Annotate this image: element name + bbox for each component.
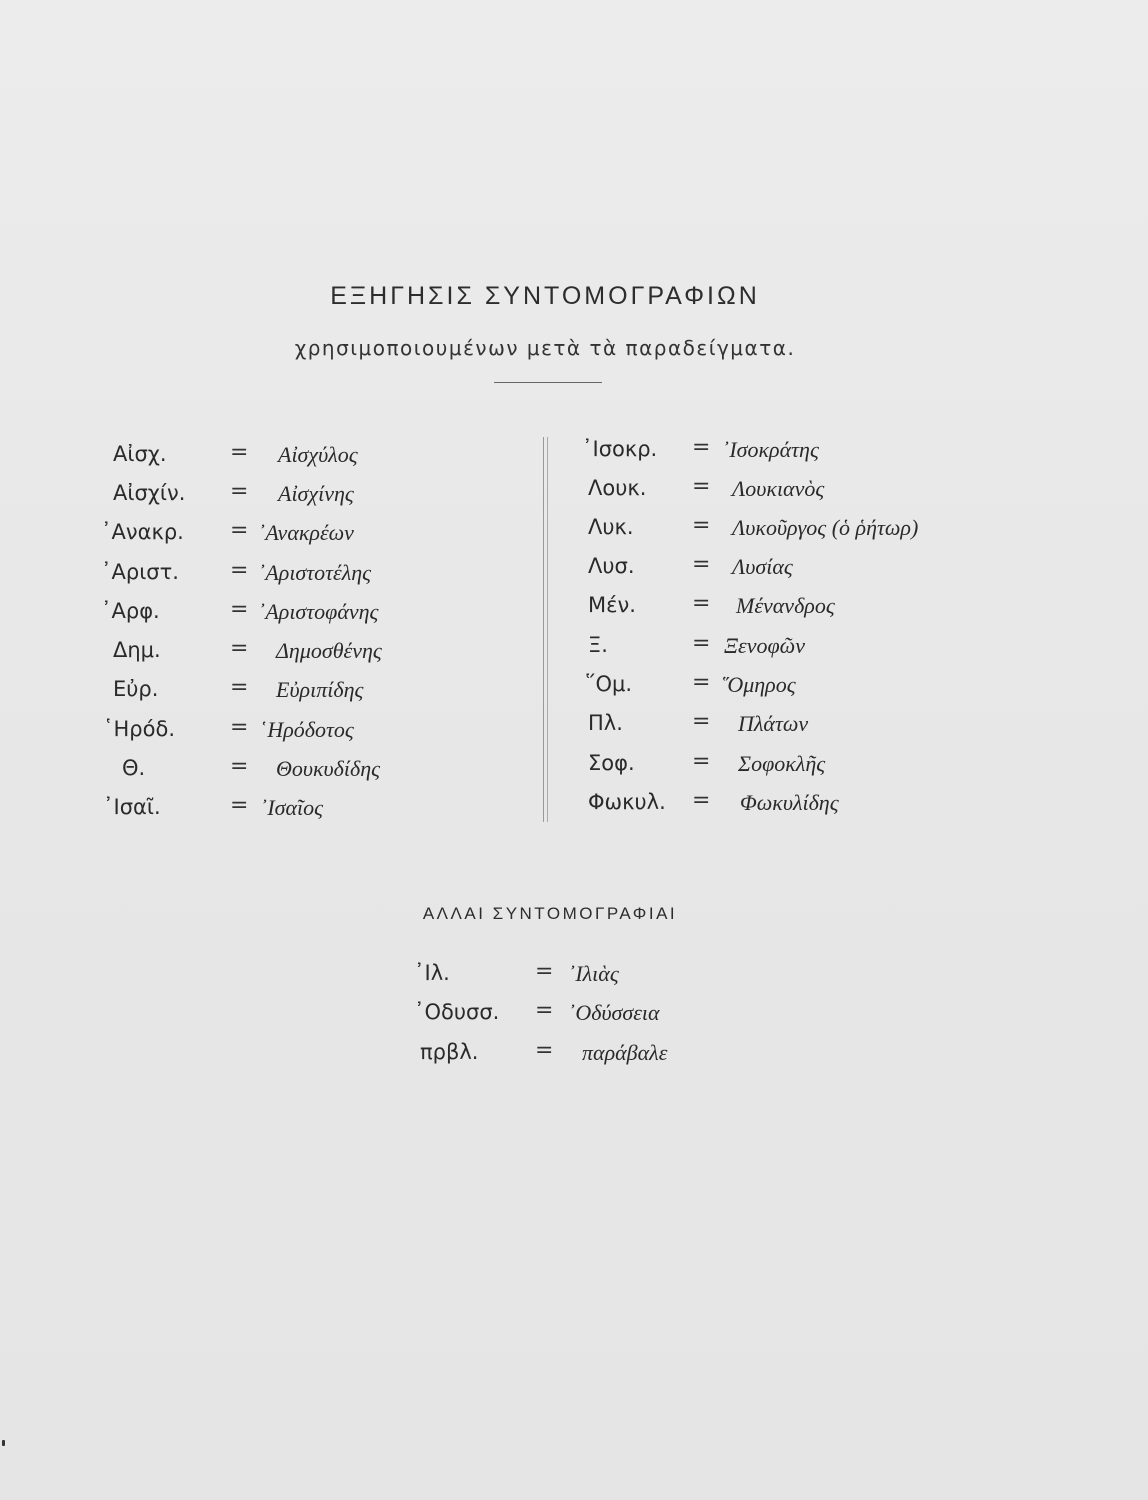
full-name: Φωκυλίδης (740, 790, 839, 815)
equals-sign: = (230, 597, 249, 622)
abbreviation: ῾Ηρόδ. (103, 717, 175, 741)
abbreviation: ᾿Ισοκρ. (582, 437, 658, 461)
full-name: Σοφοκλῆς (738, 751, 826, 776)
column-divider (543, 437, 548, 822)
scan-edge-mark (2, 1440, 5, 1446)
full-name: ᾿Ανακρέων (258, 520, 354, 545)
abbreviation: Εὐρ. (113, 677, 159, 701)
equals-sign: = (535, 998, 554, 1023)
abbreviation: Φωκυλ. (588, 790, 666, 814)
section-title: ΑΛΛΑΙ ΣΥΝΤΟΜΟΓΡΑΦΙΑΙ (422, 904, 678, 923)
full-name: ᾿Αριστοφάνης (258, 599, 379, 624)
abbreviation: Αἰσχ. (113, 442, 167, 466)
full-name: Θουκυδίδης (276, 756, 381, 781)
abbreviation: Λυκ. (588, 515, 634, 539)
equals-sign: = (230, 558, 249, 583)
equals-sign: = (692, 513, 711, 538)
abbreviation: Ξ. (588, 633, 608, 657)
full-name: ᾿Ισοκράτης (722, 437, 819, 462)
full-name: Αἰσχίνης (278, 481, 354, 506)
equals-sign: = (692, 435, 711, 460)
full-name: ῾Ηρόδοτος (260, 717, 354, 742)
equals-sign: = (535, 1038, 554, 1063)
abbreviation: ᾿Ιλ. (414, 961, 450, 985)
full-name: ᾿Ισαῖος (260, 795, 324, 820)
equals-sign: = (230, 518, 249, 543)
full-name: Λουκιανὸς (732, 476, 825, 501)
title-divider (494, 382, 602, 383)
equals-sign: = (692, 788, 711, 813)
equals-sign: = (692, 474, 711, 499)
full-name: ᾿Οδύσσεια (568, 1000, 660, 1025)
equals-sign: = (692, 709, 711, 734)
full-name: Εὐριπίδης (276, 677, 364, 702)
equals-sign: = (230, 754, 249, 779)
abbreviation: Πλ. (588, 711, 623, 735)
equals-sign: = (230, 793, 249, 818)
full-name: Ξενοφῶν (724, 633, 805, 658)
full-name: ᾿Αριστοτέλης (258, 560, 372, 585)
abbreviation: ᾿Ανακρ. (101, 520, 184, 544)
abbreviation: ᾿Αριστ. (101, 560, 179, 584)
abbreviation: ᾿Οδυσσ. (414, 1000, 500, 1024)
full-name: παράβαλε (582, 1040, 668, 1065)
equals-sign: = (230, 479, 249, 504)
full-name: Λυκοῦργος (ὁ ῥήτωρ) (732, 515, 919, 540)
abbreviation: ᾿Αρφ. (101, 599, 160, 623)
page-subtitle: χρησιμοποιουμένων μετὰ τὰ παραδείγματα. (294, 336, 796, 360)
abbreviation: Δημ. (113, 638, 161, 662)
full-name: Αἰσχύλος (278, 442, 358, 467)
equals-sign: = (230, 675, 249, 700)
full-name: Μένανδρος (736, 593, 835, 618)
equals-sign: = (230, 715, 249, 740)
equals-sign: = (692, 631, 711, 656)
equals-sign: = (692, 552, 711, 577)
abbreviation: Σοφ. (588, 751, 635, 775)
abbreviation: Λυσ. (588, 554, 635, 578)
abbreviation: Αἰσχίν. (113, 481, 186, 505)
abbreviation: Θ. (122, 756, 146, 780)
full-name: ῞Ομηρος (720, 672, 796, 697)
equals-sign: = (230, 440, 249, 465)
full-name: ᾿Ιλιὰς (568, 961, 619, 986)
page-title: ΕΞΗΓΗΣΙΣ ΣΥΝΤΟΜΟΓΡΑΦΙΩΝ (330, 282, 760, 310)
equals-sign: = (692, 591, 711, 616)
abbreviation: Λουκ. (588, 476, 647, 500)
abbreviation: ῞Ομ. (585, 672, 633, 696)
equals-sign: = (230, 636, 249, 661)
equals-sign: = (692, 670, 711, 695)
equals-sign: = (535, 959, 554, 984)
equals-sign: = (692, 749, 711, 774)
full-name: Πλάτων (738, 711, 809, 736)
abbreviation: ᾿Ισαῖ. (103, 795, 161, 819)
abbreviation: Μέν. (588, 593, 636, 617)
full-name: Λυσίας (732, 554, 793, 579)
abbreviation: πρβλ. (420, 1040, 479, 1064)
full-name: Δημοσθένης (276, 638, 382, 663)
